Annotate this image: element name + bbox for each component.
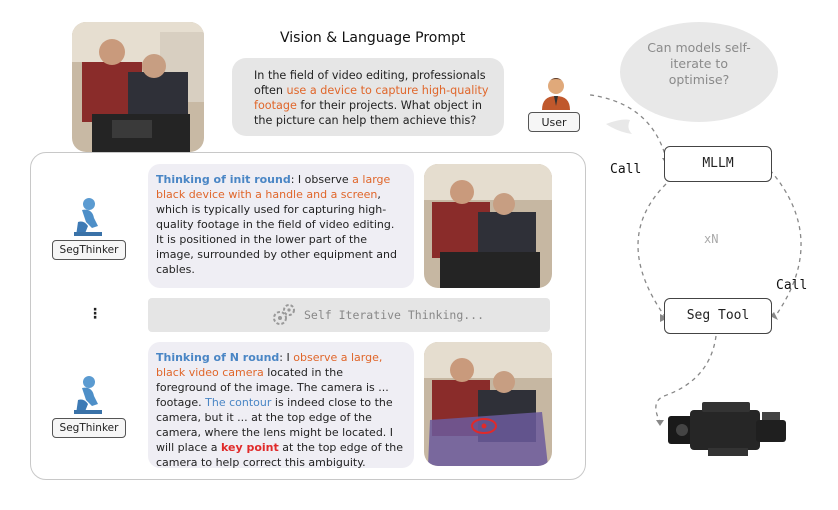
photo-scene <box>72 22 204 152</box>
loop-connectors <box>590 80 830 440</box>
mllm-label: MLLM <box>702 156 734 171</box>
prompt-text-box <box>232 58 504 136</box>
init-round-thinking <box>148 164 414 288</box>
n-round-photo <box>424 342 552 466</box>
init-round-heading: Thinking of init round <box>156 173 291 186</box>
prompt-title: Vision & Language Prompt <box>280 30 466 46</box>
segthinker-label-2: SegThinker <box>52 418 126 438</box>
n-photo-scene <box>424 342 552 466</box>
n-round-heading: Thinking of N round <box>156 351 280 364</box>
n-highlight-keypoint: key point <box>221 441 279 454</box>
n-text-3: is indeed close to the camera, but it ... at the top edge of the camera, where the lens might be located. I will place a <box>156 396 394 454</box>
camera-icon <box>668 398 796 462</box>
mllm-node <box>664 146 772 182</box>
init-round-photo <box>424 164 552 288</box>
gears-icon <box>270 302 298 328</box>
prompt-highlight: use a device to capture high-quality footage <box>254 84 489 112</box>
n-highlight-contour: The contour <box>205 396 272 409</box>
user-avatar-icon <box>540 76 572 110</box>
repeat-label: xN <box>704 232 719 246</box>
n-text-2: located in the foreground of the image. The camera is ... footage. <box>156 366 389 409</box>
user-label: User <box>528 112 580 132</box>
prompt-text-end: for their projects. What object in the picture can help them achieve this? <box>254 99 482 127</box>
prompt-text: In the field of video editing, professionals often <box>254 69 486 97</box>
n-highlight-1: observe a large, black video camera <box>156 351 383 379</box>
call-right-label: Call <box>776 278 808 293</box>
vertical-ellipsis: ⋮ <box>88 306 102 322</box>
input-photo <box>72 22 204 152</box>
init-photo-scene <box>424 164 552 288</box>
call-left-label: Call <box>610 162 642 177</box>
init-text-1: : I observe <box>290 173 353 186</box>
question-text: Can models self-iterate to optimise? <box>647 40 751 87</box>
init-highlight: a large black device with a handle and a screen <box>156 173 391 201</box>
n-text-1: : I <box>279 351 294 364</box>
thinker-statue-icon <box>70 196 104 236</box>
n-text-4: at the top edge of the camera to help correct this ambiguity. <box>156 441 404 469</box>
n-round-thinking <box>148 342 414 468</box>
iteration-label: Self Iterative Thinking... <box>304 308 485 322</box>
seg-tool-label: Seg Tool <box>686 308 750 323</box>
seg-tool-node <box>664 298 772 334</box>
segthinker-label-1: SegThinker <box>52 240 126 260</box>
init-text-2: , which is typically used for capturing high-quality footage in the field of video editing. It is positioned in the lower part of the image, surrounded by other equipment and cables. <box>156 188 397 276</box>
thinker-statue-icon <box>70 374 104 414</box>
